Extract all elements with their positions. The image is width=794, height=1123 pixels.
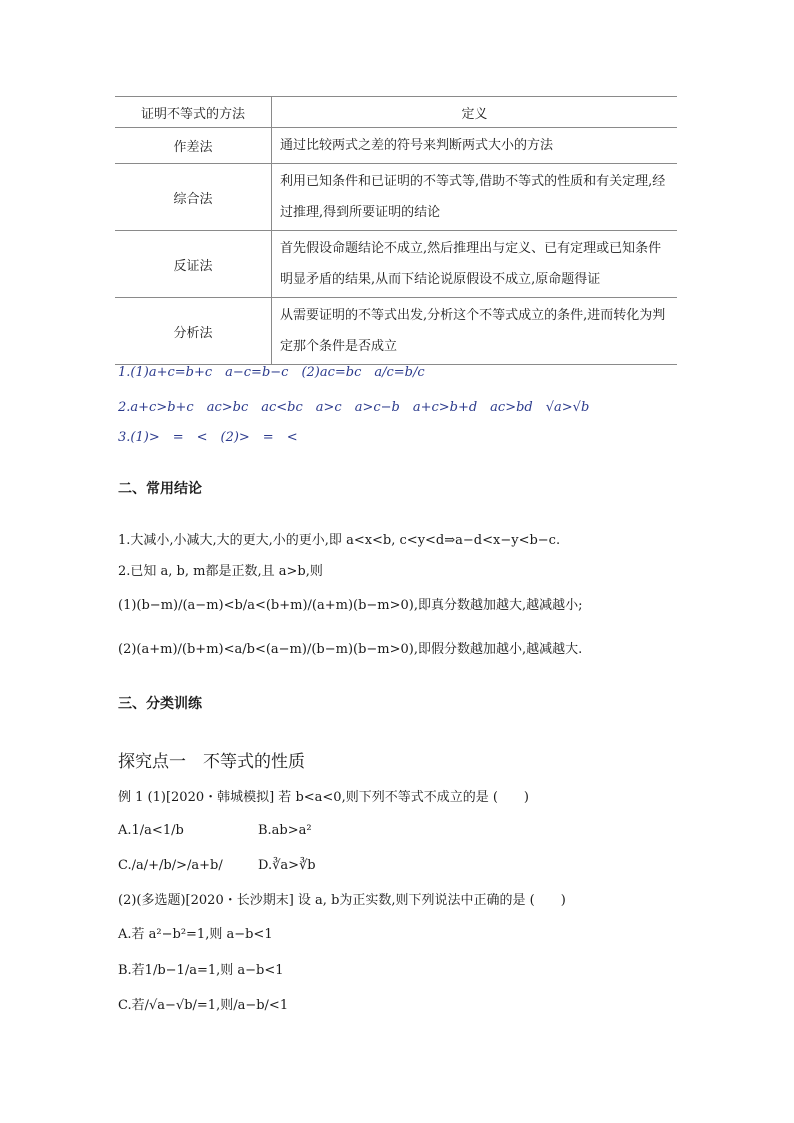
method-cell: 综合法 (115, 164, 272, 231)
answer-line-2: 2.a+c>b+c ac>bc ac<bc a>c a>c−b a+c>b+d ac>bd √a>√b (118, 400, 590, 415)
header-definition: 定义 (272, 97, 678, 128)
conclusion-line-4: (2)(a+m)/(b+m)<a/b<(a−m)/(b−m)(b−m>0),即假分数越加越小,越减越大. (118, 642, 583, 657)
option-a: A.1/a<1/b (118, 823, 184, 838)
header-method: 证明不等式的方法 (115, 97, 272, 128)
section-heading-classified-training: 三、分类训练 (118, 696, 202, 712)
part2-option-b: B.若1/b−1/a=1,则 a−b<1 (118, 963, 284, 978)
table-row (115, 164, 677, 231)
part2-option-a: A.若 a²−b²=1,则 a−b<1 (118, 927, 273, 942)
example-1-question: 例 1 (1)[2020・韩城模拟] 若 b<a<0,则下列不等式不成立的是 ( ) (118, 790, 529, 805)
method-cell: 作差法 (115, 128, 272, 164)
conclusion-line-3: (1)(b−m)/(a−m)<b/a<(b+m)/(a+m)(b−m>0),即真分数越加越大,越减越小; (118, 598, 583, 613)
table-row (115, 128, 677, 164)
definition-cell: 从需要证明的不等式出发,分析这个不等式成立的条件,进而转化为判定那个条件是否成立 (272, 298, 678, 365)
option-b: B.ab>a² (258, 823, 312, 838)
methods-table (115, 96, 677, 365)
method-cell: 反证法 (115, 231, 272, 298)
definition-cell: 利用已知条件和已证明的不等式等,借助不等式的性质和有关定理,经过推理,得到所要证明的结论 (272, 164, 678, 231)
table-row (115, 298, 677, 365)
definition-cell: 通过比较两式之差的符号来判断两式大小的方法 (272, 128, 678, 164)
table-header-row (115, 97, 677, 128)
method-cell: 分析法 (115, 298, 272, 365)
conclusion-line-2: 2.已知 a, b, m都是正数,且 a>b,则 (118, 564, 323, 579)
answer-line-1: 1.(1)a+c=b+c a−c=b−c (2)ac=bc a/c=b/c (118, 365, 425, 380)
table-row (115, 231, 677, 298)
conclusion-line-1: 1.大减小,小减大,大的更大,小的更小,即 a<x<b, c<y<d⇒a−d<x−y<b−c. (118, 533, 561, 548)
explore-point-title: 探究点一 不等式的性质 (118, 752, 305, 772)
definition-cell: 首先假设命题结论不成立,然后推理出与定义、已有定理或已知条件明显矛盾的结果,从而下结论说原假设不成立,原命题得证 (272, 231, 678, 298)
option-c: C./a/+/b/>/a+b/ (118, 858, 223, 873)
example-1-part-2: (2)(多选题)[2020・长沙期末] 设 a, b为正实数,则下列说法中正确的是 ( ) (118, 893, 566, 908)
section-heading-common-conclusions: 二、常用结论 (118, 481, 202, 497)
option-d: D.∛a>∛b (258, 858, 316, 873)
part2-option-c: C.若/√a−√b/=1,则/a−b/<1 (118, 998, 289, 1013)
answer-line-3: 3.(1)> = < (2)> = < (118, 430, 298, 445)
